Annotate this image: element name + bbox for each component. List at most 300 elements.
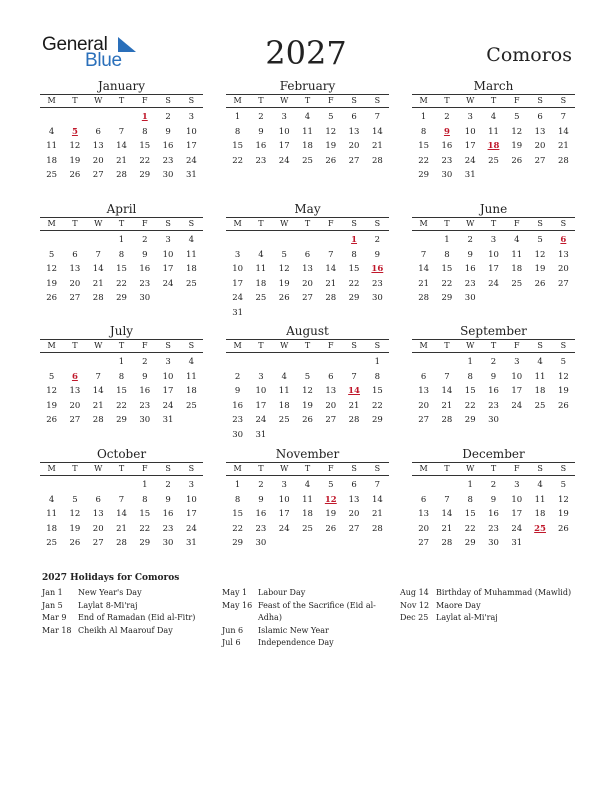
day-cell: 26 [325,155,337,166]
empty-day-cell [110,110,133,125]
empty-day-cell [110,478,133,493]
weekday-label: T [118,464,125,473]
day-cell: 27 [348,155,360,166]
day-cell: 14 [92,386,104,397]
day-cell: 6 [328,371,334,382]
day-cell: 4 [537,480,543,490]
empty-day-cell [249,355,272,370]
day-cell: 24 [278,523,290,534]
holiday-item [222,587,380,600]
weekday-label: M [47,96,56,105]
day-cell: 17 [162,264,174,275]
weekday-label: F [142,464,148,473]
day-cell: 24 [278,155,290,166]
day-cell: 6 [72,249,78,260]
weekday-label: W [466,341,475,350]
day-cell: 21 [116,523,127,534]
month-title: April [106,202,137,216]
day-cell: 26 [557,400,569,411]
day-cell: 15 [232,141,244,152]
weekday-label: S [560,464,567,473]
day-cell: 4 [258,249,264,260]
day-cell: 6 [420,371,427,382]
day-grid [226,478,389,551]
day-cell: 11 [511,249,523,260]
day-cell: 2 [467,235,473,245]
day-cell: 23 [464,278,476,289]
day-cell: 23 [488,400,499,411]
day-cell: 14 [325,264,337,275]
day-cell: 3 [281,112,287,122]
empty-day-cell [435,478,458,493]
day-cell: 17 [464,141,476,152]
day-cell: 31 [232,307,244,318]
weekday-header [226,217,389,231]
holiday-date: Aug 14 [400,588,429,597]
day-cell: 9 [490,371,497,382]
weekday-label: S [374,96,381,105]
weekday-label: T [72,96,78,105]
day-cell: 12 [325,126,337,137]
weekday-header [412,217,575,231]
day-cell: 22 [232,523,244,534]
day-cell: 11 [488,126,499,137]
weekday-label: S [537,341,543,350]
day-cell: 8 [467,371,473,382]
day-cell: 2 [490,357,497,367]
weekday-header [40,94,203,108]
day-cell: 20 [92,155,104,166]
day-cell: 3 [514,357,520,367]
day-cell: 9 [142,249,148,260]
holiday-item [42,600,212,613]
holidays-title: 2027 Holidays for Comoros [42,573,180,583]
empty-day-cell [87,233,110,248]
holiday-day-cell: 14 [348,386,360,397]
day-cell: 28 [371,523,383,534]
month-september [412,324,575,428]
day-cell: 19 [557,386,569,397]
day-cell: 12 [46,386,58,397]
weekday-label: S [537,464,543,473]
day-cell: 28 [92,293,104,304]
day-cell: 27 [534,155,546,166]
day-cell: 11 [46,141,58,152]
day-cell: 28 [348,415,360,426]
day-cell: 12 [557,494,569,505]
day-cell: 1 [234,112,241,122]
day-cell: 19 [69,523,81,534]
weekday-header [412,94,575,108]
empty-day-cell [319,233,342,248]
day-cell: 27 [325,415,337,426]
country-name: Comoros [486,44,572,66]
holiday-name: Laylat al-Mi'raj [436,613,498,622]
day-cell: 2 [165,480,171,490]
day-grid [412,110,575,183]
day-cell: 23 [488,523,499,534]
day-cell: 7 [95,371,101,382]
day-cell: 16 [139,264,151,275]
day-cell: 9 [165,126,171,137]
day-cell: 24 [162,278,174,289]
holiday-day-cell: 1 [351,235,358,245]
day-cell: 28 [441,538,453,549]
day-cell: 10 [162,371,174,382]
day-cell: 31 [464,170,476,181]
day-cell: 26 [325,523,337,534]
day-cell: 21 [441,400,453,411]
day-cell: 18 [185,386,197,397]
holiday-date: Dec 25 [400,613,429,622]
month-march [412,79,575,183]
weekday-header [40,462,203,476]
day-cell: 10 [511,494,523,505]
day-cell: 21 [371,509,383,520]
weekday-label: T [490,96,497,105]
day-cell: 13 [348,494,360,505]
holiday-name: End of Ramadan (Eid al-Fitr) [78,613,196,622]
day-cell: 13 [418,509,430,520]
month-title: August [286,324,329,338]
day-cell: 8 [142,494,148,505]
holiday-name: Cheikh Al Maarouf Day [78,625,173,635]
day-cell: 26 [69,538,81,549]
empty-day-cell [40,110,63,125]
weekday-label: W [94,464,103,473]
day-cell: 30 [488,415,499,426]
day-cell: 15 [371,386,383,397]
day-cell: 30 [255,538,267,549]
day-grid [226,110,389,168]
day-cell: 8 [118,249,125,260]
weekday-label: T [444,96,450,105]
weekday-label: S [351,464,357,473]
weekday-label: T [444,219,450,228]
day-cell: 8 [420,126,427,137]
holiday-item [222,625,380,638]
weekday-label: F [514,464,520,473]
weekday-label: T [490,341,497,350]
day-cell: 24 [185,155,197,166]
day-cell: 5 [48,371,55,382]
day-cell: 7 [118,494,125,505]
day-grid [40,110,203,183]
day-cell: 11 [255,264,267,275]
day-cell: 15 [464,386,476,397]
day-cell: 30 [464,293,476,304]
empty-day-cell [435,355,458,370]
holiday-date: Jan 1 [42,588,63,597]
weekday-label: S [560,96,567,105]
weekday-label: F [142,96,148,105]
month-october [40,447,203,551]
day-cell: 12 [557,371,569,382]
day-cell: 1 [118,235,125,245]
day-cell: 20 [418,523,430,534]
day-cell: 15 [139,141,151,152]
month-january [40,79,203,183]
day-cell: 22 [232,155,244,166]
day-cell: 12 [511,126,523,137]
day-cell: 8 [234,126,241,137]
day-cell: 10 [488,249,499,260]
holiday-name: Independence Day [258,638,334,647]
day-cell: 25 [46,538,58,549]
weekday-label: S [374,341,381,350]
day-cell: 31 [511,538,523,549]
day-cell: 24 [488,278,499,289]
day-cell: 28 [116,170,127,181]
day-cell: 29 [418,170,430,181]
weekday-header [40,217,203,231]
weekday-label: F [328,464,334,473]
day-cell: 16 [162,141,174,152]
weekday-label: T [304,341,311,350]
day-cell: 5 [560,357,567,367]
empty-day-cell [87,478,110,493]
day-cell: 3 [467,112,473,122]
empty-day-cell [40,233,63,248]
day-cell: 16 [255,509,267,520]
day-grid [40,233,203,306]
weekday-label: M [47,464,56,473]
day-cell: 2 [444,112,450,122]
weekday-label: S [374,464,381,473]
day-cell: 17 [232,278,244,289]
day-cell: 12 [69,141,81,152]
day-cell: 3 [258,371,264,382]
empty-day-cell [319,355,342,370]
day-cell: 20 [418,400,430,411]
day-cell: 7 [444,494,450,505]
day-grid [412,355,575,428]
day-cell: 9 [374,249,381,260]
day-cell: 23 [255,523,267,534]
day-cell: 15 [464,509,476,520]
weekday-label: T [444,341,450,350]
weekday-label: W [280,219,289,228]
month-july [40,324,203,428]
day-cell: 10 [232,264,244,275]
day-cell: 12 [69,509,81,520]
day-cell: 8 [234,494,241,505]
weekday-label: F [328,96,334,105]
day-cell: 16 [232,400,244,411]
day-cell: 9 [490,494,497,505]
weekday-label: T [304,96,311,105]
empty-day-cell [273,233,296,248]
day-cell: 18 [302,509,313,520]
day-cell: 25 [255,293,267,304]
day-cell: 7 [351,371,357,382]
day-cell: 25 [185,278,197,289]
holiday-item [42,587,212,600]
day-cell: 27 [418,415,430,426]
day-cell: 15 [139,509,151,520]
month-november [226,447,389,551]
empty-day-cell [412,355,435,370]
day-cell: 25 [278,415,290,426]
day-cell: 26 [46,415,58,426]
day-cell: 11 [534,494,546,505]
day-cell: 3 [188,112,195,122]
day-cell: 17 [185,141,197,152]
day-cell: 22 [139,155,151,166]
day-cell: 3 [490,235,497,245]
day-cell: 29 [116,293,127,304]
day-cell: 23 [139,400,151,411]
day-cell: 23 [255,155,267,166]
weekday-label: T [118,96,125,105]
day-cell: 6 [351,480,357,490]
holiday-column [42,587,212,637]
day-cell: 7 [560,112,567,122]
logo-blue-text: Blue [85,50,122,71]
day-cell: 17 [511,509,523,520]
holiday-item [222,637,380,650]
day-cell: 14 [116,141,127,152]
day-cell: 4 [48,494,55,505]
weekday-label: W [466,464,475,473]
day-cell: 9 [467,249,473,260]
weekday-label: S [351,96,357,105]
day-cell: 20 [348,141,360,152]
empty-day-cell [63,233,86,248]
holiday-name: Laylat 8-Mi'raj [78,600,138,610]
day-cell: 28 [325,293,337,304]
day-cell: 21 [371,141,383,152]
day-cell: 8 [444,249,450,260]
day-cell: 16 [139,386,151,397]
holiday-name: Feast of the Sacrifice (Eid al-Adha) [258,600,376,622]
day-cell: 8 [142,126,148,137]
day-cell: 13 [69,264,81,275]
month-february [226,79,389,168]
day-cell: 22 [348,278,360,289]
empty-day-cell [226,233,249,248]
month-august [226,324,389,443]
weekday-header [226,94,389,108]
day-cell: 9 [234,386,241,397]
day-cell: 5 [72,494,78,505]
day-cell: 26 [557,523,569,534]
weekday-label: M [419,219,428,228]
day-cell: 17 [511,386,523,397]
weekday-label: T [258,96,264,105]
day-cell: 7 [420,249,427,260]
day-cell: 2 [374,235,381,245]
empty-day-cell [226,355,249,370]
holiday-date: Mar 9 [42,613,67,622]
month-title: May [294,202,321,216]
day-cell: 7 [444,371,450,382]
month-title: December [462,447,525,461]
weekday-label: W [280,96,289,105]
month-title: July [109,324,134,338]
day-grid [226,355,389,443]
holiday-item [400,600,580,613]
weekday-label: T [304,464,311,473]
day-cell: 30 [488,538,499,549]
day-cell: 14 [371,494,383,505]
day-cell: 1 [118,357,125,367]
day-cell: 25 [302,523,313,534]
day-cell: 2 [490,480,497,490]
day-cell: 26 [46,293,58,304]
weekday-label: T [490,464,497,473]
weekday-label: M [419,96,428,105]
day-cell: 13 [557,249,569,260]
day-cell: 20 [348,509,360,520]
holiday-name: New Year's Day [78,588,142,597]
day-cell: 4 [48,126,55,137]
weekday-label: M [419,341,428,350]
holiday-item [400,612,580,625]
weekday-label: W [280,341,289,350]
day-cell: 17 [278,141,290,152]
day-cell: 17 [162,386,174,397]
day-grid [412,233,575,306]
empty-day-cell [412,478,435,493]
day-cell: 6 [95,126,101,137]
day-cell: 9 [165,494,171,505]
day-cell: 7 [374,480,381,490]
day-cell: 5 [514,112,520,122]
day-cell: 22 [441,278,453,289]
month-title: January [97,79,146,93]
day-cell: 18 [46,523,58,534]
day-cell: 29 [139,170,151,181]
day-cell: 13 [534,126,546,137]
holiday-day-cell: 18 [487,141,500,152]
day-cell: 4 [490,112,497,122]
day-cell: 29 [464,538,476,549]
day-cell: 24 [255,415,267,426]
holiday-day-cell: 1 [141,112,148,122]
day-cell: 5 [328,480,334,490]
empty-day-cell [40,355,63,370]
day-cell: 19 [557,509,569,520]
day-cell: 18 [185,264,197,275]
day-cell: 27 [92,538,104,549]
day-cell: 1 [142,480,148,490]
day-cell: 20 [557,264,569,275]
day-cell: 27 [92,170,104,181]
weekday-label: M [233,464,242,473]
weekday-header [412,339,575,353]
day-cell: 21 [441,523,453,534]
day-cell: 16 [488,509,499,520]
day-cell: 25 [46,170,58,181]
day-cell: 29 [441,293,453,304]
day-grid [226,233,389,321]
day-cell: 31 [185,170,197,181]
weekday-label: F [328,219,334,228]
day-cell: 6 [304,249,311,260]
day-cell: 24 [464,155,476,166]
day-cell: 2 [142,357,148,367]
day-cell: 10 [185,494,197,505]
day-cell: 28 [92,415,104,426]
day-cell: 15 [232,509,244,520]
day-cell: 19 [302,400,313,411]
day-cell: 10 [255,386,267,397]
day-cell: 24 [511,523,523,534]
day-cell: 6 [95,494,101,505]
day-cell: 6 [351,112,357,122]
day-cell: 28 [418,293,430,304]
